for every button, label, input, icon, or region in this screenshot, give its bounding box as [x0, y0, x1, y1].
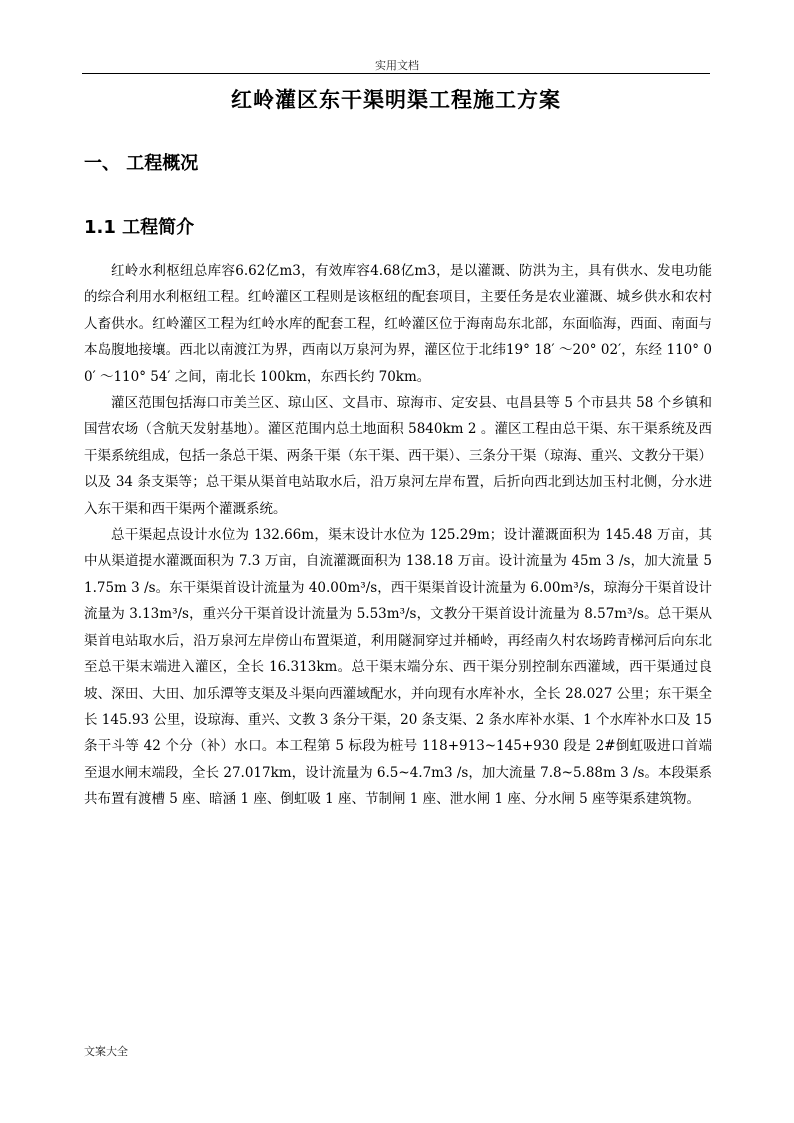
- paragraph-3: 总干渠起点设计水位为 132.66m，渠末设计水位为 125.29m；设计灌溉面积为 145.48 万亩，其中从渠道提水灌溉面积为 7.3 万亩，自流灌溉面积为 138.18 万亩。设计流量为 45m 3 /s，加大流量 51.75m 3 /s。东干渠渠首设计流量为 40.00m³/s，西干渠渠首设计流量为 6.00m³/s，琼海分干渠首设计流量为 3.13m³/s，重兴分干渠首设计流量为 5.53m³/s，文教分干渠首设计流量为 8.57m³/s。总干渠从渠首电站取水后，沿万泉河左岸傍山布置渠道，利用隧洞穿过并桶岭，再经南久村农场跨青梯河后向东北至总干渠末端进入灌区，全长 16.313km。总干渠末端分东、西干渠分别控制东西灌域，西干渠通过良坡、深田、大田、加乐潭等支渠及斗渠向西灌域配水，并向现有水库补水，全长 28.027 公里；东干渠全长 145.93 公里，设琼海、重兴、文教 3 条分干渠，20 条支渠、2 条水库补水渠、1 个水库补水口及 15 条干斗等 42 个分（补）水口。本工程第 5 标段为桩号 118+913~145+930 段是 2#倒虹吸进口首端至退水闸末端段，全长 27.017km，设计流量为 6.5~4.7m3 /s，加大流量 7.8~5.88m 3 /s。本段渠系共布置有渡槽 5 座、暗涵 1 座、倒虹吸 1 座、节制闸 1 座、泄水闸 1 座、分水闸 5 座等渠系建筑物。: [84, 527, 712, 808]
- body-text: [84, 258, 712, 813]
- paragraph-2: 灌区范围包括海口市美兰区、琼山区、文昌市、琼海市、定安县、屯昌县等 5 个市县共 58 个乡镇和国营农场（含航天发射基地）。灌区范围内总土地面积 5840km 2 。灌区工程由总干渠、东干渠系统及西干渠系统组成，包括一条总干渠、两条干渠（东干渠、西干渠）、三条分干渠（琼海、重兴、文教分干渠）以及 34 条支渠等；总干渠从渠首电站取水后，沿万泉河左岸布置，后折向西北到达加玉村北侧，分水进入东干渠和西干渠两个灌溉系统。: [84, 395, 712, 517]
- subsection-heading: 1.1 工程简介: [84, 217, 195, 238]
- page-header-label: 实用文档: [375, 59, 419, 72]
- section-heading: 一、 工程概况: [84, 153, 199, 174]
- paragraph-1: 红岭水利枢纽总库容6.62亿m3，有效库容4.68亿m3，是以灌溉、防洪为主，具有供水、发电功能的综合利用水利枢纽工程。红岭灌区工程则是该枢纽的配套项目，主要任务是农业灌溉、城乡供水和农村人畜供水。红岭灌区工程为红岭水库的配套工程，红岭灌区位于海南岛东北部，东面临海，西面、南面与本岛腹地接壤。西北以南渡江为界，西南以万泉河为界，灌区位于北纬19° 18′ ～20° 02′，东经 110° 00′ ～110° 54′ 之间，南北长 100km，东西长约 70km。: [84, 263, 712, 385]
- page-footer-label: 文案大全: [84, 1045, 128, 1058]
- header-divider: [82, 73, 710, 74]
- document-title: 红岭灌区东干渠明渠工程施工方案: [231, 88, 561, 112]
